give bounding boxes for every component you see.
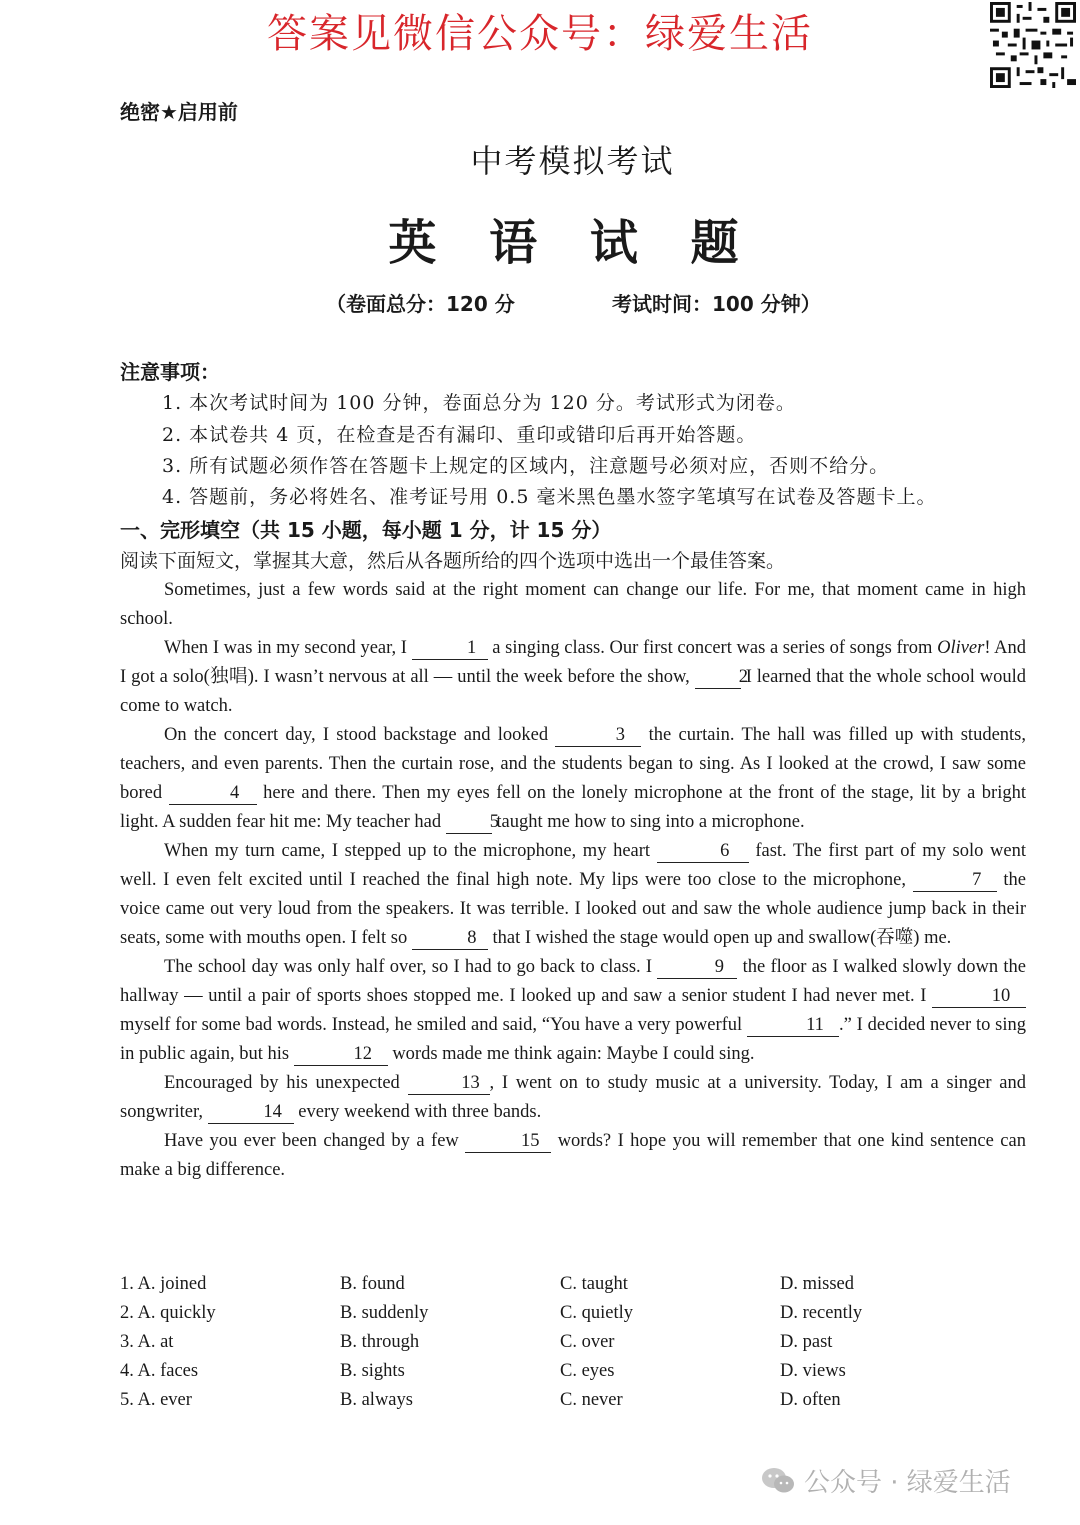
option-row [120,1357,1040,1386]
exam-title: 英 语 试 题 [388,215,757,271]
option-c: C. quietly [560,1303,633,1323]
passage-paragraph: Sometimes, just a few words said at the right moment can change our life. For me, that moment came in high school. [120,580,1026,629]
wechat-icon [760,1466,796,1496]
passage-paragraph: On the concert day, I stood backstage and looked 3 the curtain. The hall was filled up with students, teachers, and even parents. Then the curtain rose, and the students began to sing. As I looked at the crowd, I saw some bored 4 here and there. Then my eyes fell on the lonely microphone at the front of the stage, lit by a bright light. A sudden fear hit me: My teacher had 5 taught me how to sing into a microphone. [120,725,1027,832]
blank-5: 5 [446,811,492,834]
section-instruction: 阅读下面短文，掌握其大意，然后从各题所给的四个选项中选出一个最佳答案。 [120,550,786,572]
option-b: B. found [340,1274,405,1294]
blank-3: 3 [555,724,641,747]
option-row [120,1299,1040,1328]
option-c: C. never [560,1390,623,1410]
option-b: B. suddenly [340,1303,429,1323]
option-a: 4. A. faces [120,1361,199,1381]
note-item: 3. 所有试题必须作答在答题卡上规定的区域内，注意题号必须对应，否则不给分。 [162,455,890,477]
answer-options [120,1270,1040,1415]
passage-paragraph: Encouraged by his unexpected 13 , I went on to study music at a university. Today, I am a singer and songwriter, 14 every weekend with three bands. [120,1073,1026,1122]
option-d: D. views [780,1361,846,1381]
option-a: 2. A. quickly [120,1303,216,1323]
option-d: D. missed [780,1274,854,1294]
passage-paragraph: Have you ever been changed by a few 15 words? I hope you will remember that one kind sentence can make a big difference. [120,1131,1026,1180]
confidential-label: 绝密★启用前 [120,100,238,124]
section-heading: 一、完形填空（共 15 小题，每小题 1 分，计 15 分） [120,518,612,542]
qr-code-icon [990,2,1076,88]
option-c: C. eyes [560,1361,615,1381]
passage-paragraph: The school day was only half over, so I had to go back to class. I 9 the floor as I walked slowly down the hallway — until a pair of sports shoes stopped me. I looked up and saw a senior student I had never met. I 10 myself for some bad words. Instead, he smiled and said, “You have a very powerful 11 .” I decided never to sing in public again, but his 12 words made me think again: Maybe I could sing. [120,957,1027,1064]
option-a: 1. A. joined [120,1274,207,1294]
passage-paragraph: When my turn came, I stepped up to the microphone, my heart 6 fast. The first part of my solo went well. I even felt excited until I reached the final high note. My lips were too close to the microphone, 7 the voice came out very loud from the speakers. It was terrible. I looked out and saw the whole audience jump back in their seats, some with mouths open. I felt so 8 that I wished the stage would open up and swallow(吞噬) me. [120,841,1027,948]
footer-watermark [760,1462,1011,1499]
note-item: 2. 本试卷共 4 页，在检查是否有漏印、重印或错印后再开始答题。 [162,424,757,446]
option-b: B. sights [340,1361,405,1381]
option-a: 5. A. ever [120,1390,192,1410]
note-item: 4. 答题前，务必将姓名、准考证号用 0.5 毫米黑色墨水签字笔填写在试卷及答题卡上。 [162,486,937,508]
blank-1: 1 [412,637,488,660]
blank-6: 6 [657,840,749,863]
blank-7: 7 [913,869,997,892]
passage-paragraph: When I was in my second year, I 1 a singing class. Our first concert was a series of songs from Oliver! And I got a solo(独唱). I wasn’t nervous at all — until the week before the show, 2 I learned that the whole school would come to watch. [120,638,1027,716]
blank-10: 10 [932,985,1026,1008]
cloze-passage [120,576,1026,1185]
option-d: D. past [780,1332,833,1352]
footer-text: 公众号 · 绿爱生活 [804,1468,1011,1498]
blank-15: 15 [465,1130,551,1153]
blank-13: 13 [408,1072,490,1095]
note-item: 1. 本次考试时间为 100 分钟，卷面总分为 120 分。考试形式为闭卷。 [162,392,796,414]
option-b: B. through [340,1332,420,1352]
option-row [120,1328,1040,1357]
blank-8: 8 [412,927,488,950]
watermark-banner: 答案见微信公众号：绿爱生活 [267,11,813,57]
option-a: 3. A. at [120,1332,174,1352]
exam-time: 考试时间：100 分钟） [612,292,821,316]
blank-12: 12 [294,1043,388,1066]
option-b: B. always [340,1390,413,1410]
option-d: D. often [780,1390,841,1410]
blank-4: 4 [169,782,257,805]
blank-11: 11 [747,1014,839,1037]
total-score: （卷面总分：120 分 [326,292,515,316]
blank-14: 14 [208,1101,294,1124]
option-c: C. taught [560,1274,628,1294]
exam-subtitle: 中考模拟考试 [470,142,675,180]
option-d: D. recently [780,1303,863,1323]
option-row [120,1270,1040,1299]
option-c: C. over [560,1332,615,1352]
blank-9: 9 [657,956,737,979]
blank-2: 2 [695,666,741,689]
option-row [120,1386,1040,1415]
notes-heading: 注意事项： [120,360,220,384]
